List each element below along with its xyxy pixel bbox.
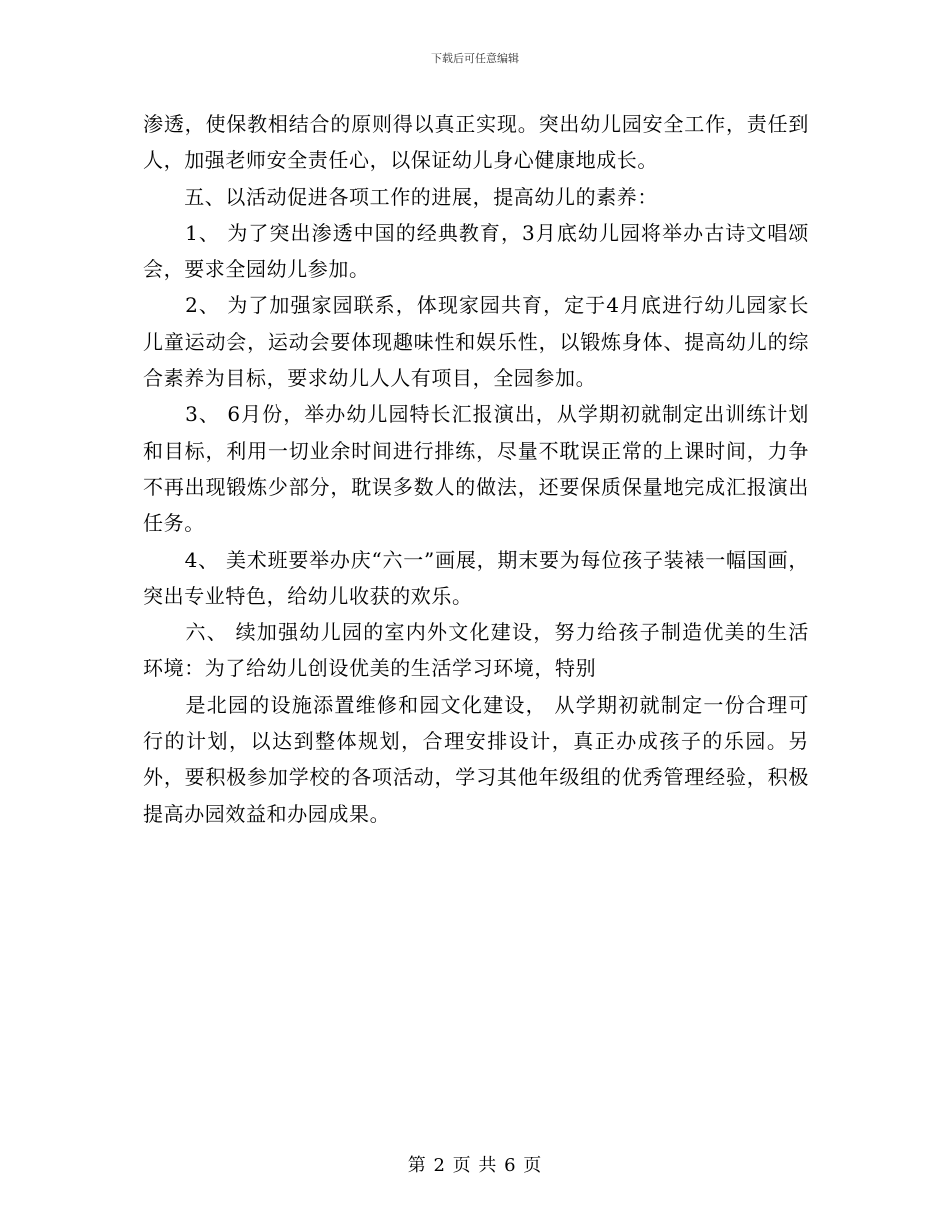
paragraph: 2、 为了加强家园联系，体现家园共育，定于4月底进行幼儿园家长儿童运动会，运动会要体现趣味性和娱乐性，以锻炼身体、提高幼儿的综合素养为目标，要求幼儿人人有项目，全园参加。 [143,293,809,391]
paragraph: 渗透，使保教相结合的原则得以真正实现。突出幼儿园安全工作，责任到人，加强老师安全责任心，以保证幼儿身心健康地成长。 [143,112,809,173]
paragraph: 4、 美术班要举办庆“六一”画展，期末要为每位孩子装裱一幅国画，突出专业特色，给幼儿收获的欢乐。 [143,547,809,608]
paragraph: 六、 续加强幼儿园的室内外文化建设，努力给孩子制造优美的生活环境：为了给幼儿创设优美的生活学习环境，特别 [143,620,809,681]
paragraph: 3、 6月份，举办幼儿园特长汇报演出，从学期初就制定出训练计划和目标，利用一切业余时间进行排练，尽量不耽误正常的上课时间，力争不再出现锻炼少部分，耽误多数人的做法，还要保质保量地完成汇报演出任务。 [143,402,809,536]
page-header-note: 下载后可任意编辑 [431,52,519,65]
page-number: 第 2 页 共 6 页 [407,1155,543,1176]
paragraph: 五、以活动促进各项工作的进展，提高幼儿的素养： [143,184,658,209]
paragraph: 1、 为了突出渗透中国的经典教育，3月底幼儿园将举办古诗文唱颂会，要求全园幼儿参加。 [143,220,809,282]
paragraph: 是北园的设施添置维修和园文化建设， 从学期初就制定一份合理可行的计划，以达到整体规划，合理安排设计，真正办成孩子的乐园。另外，要积极参加学校的各项活动，学习其他年级组的优秀管理经验，积极提高办园效益和办园成果。 [143,692,809,826]
document-body [143,106,809,832]
